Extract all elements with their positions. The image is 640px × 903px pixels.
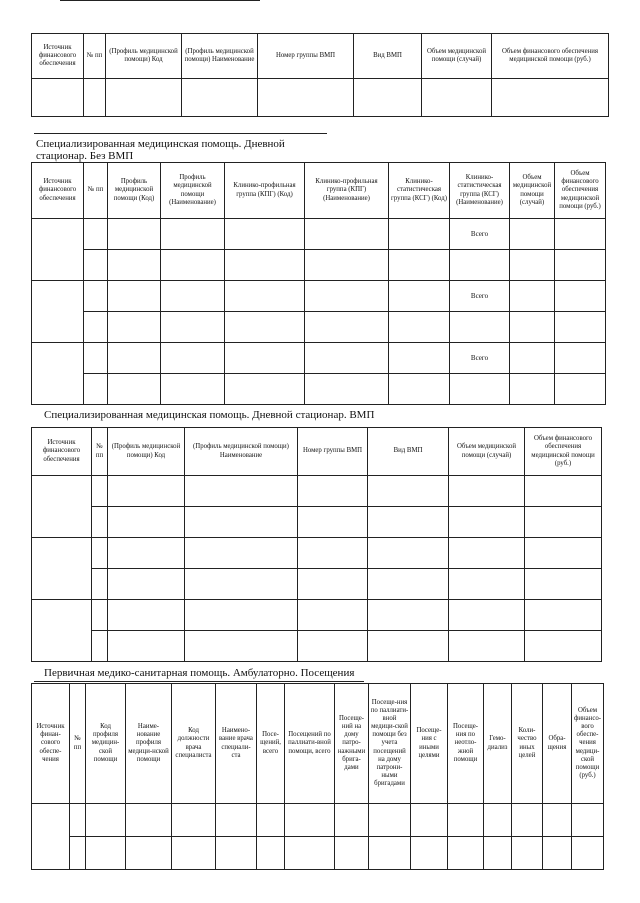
table-cell[interactable]	[185, 569, 298, 600]
table-header-row	[32, 428, 602, 476]
col-header: Посещений по паллиати-вной помощи, всего	[285, 684, 335, 804]
table-row	[32, 312, 606, 343]
col-header: Профиль медицинской помощи (Код)	[108, 163, 161, 219]
section-rule	[34, 133, 327, 134]
table-cell[interactable]	[449, 569, 525, 600]
table-cell[interactable]	[510, 374, 555, 405]
table-row	[32, 343, 606, 374]
col-header: Источник финан-сового обеспе-чения	[32, 684, 70, 804]
table-cell[interactable]	[389, 281, 450, 312]
table-cell[interactable]	[450, 250, 510, 281]
table-cell[interactable]	[86, 837, 126, 870]
col-header: Посеще-ния с иными целями	[411, 684, 448, 804]
table-cell[interactable]	[543, 804, 572, 837]
table-cell[interactable]	[525, 569, 602, 600]
col-header: Посеще-ний на дому патро-нажными брига-дами	[335, 684, 369, 804]
table-cell[interactable]	[225, 250, 305, 281]
table-cell[interactable]	[450, 312, 510, 343]
table-cell[interactable]	[161, 219, 225, 250]
table-cell[interactable]	[368, 507, 449, 538]
table-cell[interactable]	[126, 837, 172, 870]
table-cell[interactable]	[389, 250, 450, 281]
table-cell[interactable]	[305, 219, 389, 250]
table-cell[interactable]	[449, 476, 525, 507]
col-header: Профиль медицинской помощи (Наименование)	[161, 163, 225, 219]
col-header: Объем медицинской помощи (случай)	[510, 163, 555, 219]
col-header: Клинико-профильная группа (КПГ) (Наименование)	[305, 163, 389, 219]
col-header: Источник финансового обеспечения	[32, 428, 92, 476]
table-cell[interactable]	[555, 219, 606, 250]
col-header: № пп	[84, 163, 108, 219]
col-header: Посе-щений, всего	[257, 684, 285, 804]
col-header: № пп	[84, 34, 106, 79]
table-cell[interactable]	[32, 79, 84, 117]
table-cell[interactable]	[172, 837, 216, 870]
col-header: Источник финансового обеспечения	[32, 34, 84, 79]
table-cell[interactable]	[161, 250, 225, 281]
table-row	[32, 250, 606, 281]
table-cell[interactable]	[298, 631, 368, 662]
table-cell[interactable]	[92, 507, 108, 538]
table-cell[interactable]	[368, 600, 449, 631]
table-cell[interactable]	[298, 538, 368, 569]
table-row	[32, 219, 606, 250]
table-cell[interactable]	[257, 837, 285, 870]
table-cell[interactable]	[92, 538, 108, 569]
table-cell[interactable]	[335, 804, 369, 837]
table-cell[interactable]	[32, 804, 70, 870]
table-row	[32, 804, 604, 837]
table-cell[interactable]	[411, 837, 448, 870]
table-cell[interactable]	[368, 476, 449, 507]
table-row	[32, 79, 609, 117]
col-header: Клинико-статистическая группа (КСГ) (Наименование)	[450, 163, 510, 219]
table-cell[interactable]	[108, 569, 185, 600]
table-cell[interactable]	[32, 281, 84, 343]
table-cell[interactable]	[106, 79, 182, 117]
table-row	[32, 476, 602, 507]
table-cell[interactable]	[108, 631, 185, 662]
table-cell[interactable]	[84, 79, 106, 117]
table-cell[interactable]	[225, 374, 305, 405]
table-cell[interactable]	[389, 219, 450, 250]
table-cell[interactable]	[411, 804, 448, 837]
table-cell[interactable]	[555, 250, 606, 281]
table-header-row	[32, 684, 604, 804]
table-cell[interactable]	[225, 219, 305, 250]
table-primary-care-visits	[31, 683, 604, 870]
table-cell[interactable]	[84, 312, 108, 343]
table-cell[interactable]	[84, 219, 108, 250]
table-cell[interactable]	[84, 343, 108, 374]
table-cell[interactable]	[225, 281, 305, 312]
table-cell[interactable]	[305, 250, 389, 281]
col-header: Вид ВМП	[368, 428, 449, 476]
total-label: Всего	[450, 219, 510, 250]
col-header: Посеще-ния по неотло-жной помощи	[448, 684, 484, 804]
table-cell[interactable]	[185, 631, 298, 662]
col-header: (Профиль медицинской помощи) Наименование	[185, 428, 298, 476]
table-day-hospital-vmp	[31, 427, 602, 662]
table-cell[interactable]	[32, 476, 92, 538]
table-cell[interactable]	[285, 804, 335, 837]
table-cell[interactable]	[185, 476, 298, 507]
table-cell[interactable]	[84, 250, 108, 281]
table-cell[interactable]	[84, 374, 108, 405]
col-header: Посеще-ния по паллиати-вной медици-ской помощи без учета посещений на дому патрони-ными бригадами	[369, 684, 411, 804]
col-header: Номер группы ВМП	[258, 34, 354, 79]
table-cell[interactable]	[298, 507, 368, 538]
table-cell[interactable]	[389, 312, 450, 343]
table-row	[32, 631, 602, 662]
col-header: Обра-щения	[543, 684, 572, 804]
table-cell[interactable]	[108, 600, 185, 631]
table-cell[interactable]	[368, 631, 449, 662]
table-row	[32, 281, 606, 312]
table-cell[interactable]	[32, 343, 84, 405]
col-header: Гемо-диализ	[484, 684, 512, 804]
table-cell[interactable]	[525, 538, 602, 569]
table-row	[32, 374, 606, 405]
table-cell[interactable]	[368, 538, 449, 569]
table-row	[32, 538, 602, 569]
table-cell[interactable]	[510, 219, 555, 250]
table-cell[interactable]	[305, 281, 389, 312]
table-cell[interactable]	[572, 837, 604, 870]
table-cell[interactable]	[298, 569, 368, 600]
col-header: Код должности врача специалиста	[172, 684, 216, 804]
table-cell[interactable]	[510, 312, 555, 343]
col-header: Объем финансового обеспечения медицинской помощи (руб.)	[555, 163, 606, 219]
table-cell[interactable]	[92, 600, 108, 631]
table-cell[interactable]	[525, 631, 602, 662]
table-cell[interactable]	[257, 804, 285, 837]
table-cell[interactable]	[525, 600, 602, 631]
table-cell[interactable]	[555, 374, 606, 405]
table-cell[interactable]	[305, 312, 389, 343]
table-cell[interactable]	[108, 312, 161, 343]
table-cell[interactable]	[161, 312, 225, 343]
section-title: Специализированная медицинская помощь. Дневной стационар. ВМП	[44, 409, 375, 421]
table-cell[interactable]	[448, 837, 484, 870]
table-cell[interactable]	[305, 343, 389, 374]
table-cell[interactable]	[389, 374, 450, 405]
table-cell[interactable]	[525, 476, 602, 507]
table-cell[interactable]	[161, 343, 225, 374]
table-cell[interactable]	[172, 804, 216, 837]
col-header: Код профиля медицин-ской помощи	[86, 684, 126, 804]
table-cell[interactable]	[555, 343, 606, 374]
col-header: Объем медицинской помощи (случай)	[449, 428, 525, 476]
table-row	[32, 507, 602, 538]
table-cell[interactable]	[185, 507, 298, 538]
col-header: Номер группы ВМП	[298, 428, 368, 476]
table-row	[32, 837, 604, 870]
table-cell[interactable]	[285, 837, 335, 870]
table-cell[interactable]	[108, 538, 185, 569]
table-cell[interactable]	[305, 374, 389, 405]
table-cell[interactable]	[108, 343, 161, 374]
table-cell[interactable]	[32, 219, 84, 281]
total-label: Всего	[450, 281, 510, 312]
col-header: Клинико-статистическая группа (КСГ) (Код)	[389, 163, 450, 219]
table-cell[interactable]	[449, 507, 525, 538]
table-cell[interactable]	[108, 507, 185, 538]
table-cell[interactable]	[449, 631, 525, 662]
section-title: Первичная медико-санитарная помощь. Амбулаторно. Посещения	[44, 667, 355, 679]
table-header-row	[32, 163, 606, 219]
table-cell[interactable]	[510, 281, 555, 312]
table-cell[interactable]	[84, 281, 108, 312]
table-cell[interactable]	[354, 79, 422, 117]
table-cell[interactable]	[389, 343, 450, 374]
table-cell[interactable]	[70, 804, 86, 837]
table-cell[interactable]	[225, 312, 305, 343]
table-header-row	[32, 34, 609, 79]
table-cell[interactable]	[512, 837, 543, 870]
table-cell[interactable]	[449, 600, 525, 631]
table-cell[interactable]	[86, 804, 126, 837]
col-header: Источник финансового обеспечения	[32, 163, 84, 219]
table-cell[interactable]	[108, 374, 161, 405]
table-cell[interactable]	[92, 476, 108, 507]
table-cell[interactable]	[512, 804, 543, 837]
table-cell[interactable]	[572, 804, 604, 837]
table-cell[interactable]	[369, 837, 411, 870]
table-cell[interactable]	[368, 569, 449, 600]
table-cell[interactable]	[492, 79, 609, 117]
col-header: Наимено-вание врача специали-ста	[216, 684, 257, 804]
table-cell[interactable]	[510, 343, 555, 374]
col-header: Объем финансового обеспечения медицинской помощи (руб.)	[525, 428, 602, 476]
table-row	[32, 600, 602, 631]
table-cell[interactable]	[92, 569, 108, 600]
table-cell[interactable]	[555, 312, 606, 343]
table-cell[interactable]	[448, 804, 484, 837]
table-cell[interactable]	[161, 374, 225, 405]
table-cell[interactable]	[32, 600, 92, 662]
col-header: (Профиль медицинской помощи) Код	[106, 34, 182, 79]
col-header: (Профиль медицинской помощи) Наименование	[182, 34, 258, 79]
table-cell[interactable]	[449, 538, 525, 569]
table-cell[interactable]	[216, 837, 257, 870]
table-cell[interactable]	[484, 837, 512, 870]
col-header: (Профиль медицинской помощи) Код	[108, 428, 185, 476]
section-rule	[34, 681, 364, 682]
table-cell[interactable]	[369, 804, 411, 837]
table-cell[interactable]	[108, 281, 161, 312]
table-cell[interactable]	[108, 219, 161, 250]
table-cell[interactable]	[182, 79, 258, 117]
col-header: Объем финансового обеспечения медицинской помощи (руб.)	[492, 34, 609, 79]
top-edge-rule	[60, 0, 260, 1]
table-cell[interactable]	[258, 79, 354, 117]
col-header: № пп	[70, 684, 86, 804]
table-cell[interactable]	[70, 837, 86, 870]
table-cell[interactable]	[555, 281, 606, 312]
col-header: Коли-чество иных целей	[512, 684, 543, 804]
table-cell[interactable]	[92, 631, 108, 662]
table-cell[interactable]	[126, 804, 172, 837]
table-cell[interactable]	[422, 79, 492, 117]
table-cell[interactable]	[298, 600, 368, 631]
col-header: Клинико-профильная группа (КПГ) (Код)	[225, 163, 305, 219]
table-day-hospital-no-vmp	[31, 162, 606, 405]
table-cell[interactable]	[335, 837, 369, 870]
table-vmp-top	[31, 33, 609, 117]
table-cell[interactable]	[216, 804, 257, 837]
table-cell[interactable]	[225, 343, 305, 374]
table-cell[interactable]	[510, 250, 555, 281]
col-header: Наиме-нование профиля медици-нской помощи	[126, 684, 172, 804]
section-title: Специализированная медицинская помощь. Дневной	[36, 138, 285, 150]
table-cell[interactable]	[543, 837, 572, 870]
section-title: стационар. Без ВМП	[36, 150, 134, 162]
table-cell[interactable]	[108, 250, 161, 281]
table-cell[interactable]	[185, 538, 298, 569]
table-row	[32, 569, 602, 600]
table-cell[interactable]	[185, 600, 298, 631]
table-cell[interactable]	[108, 476, 185, 507]
table-cell[interactable]	[525, 507, 602, 538]
table-cell[interactable]	[484, 804, 512, 837]
table-cell[interactable]	[450, 374, 510, 405]
col-header: № пп	[92, 428, 108, 476]
table-cell[interactable]	[161, 281, 225, 312]
total-label: Всего	[450, 343, 510, 374]
table-cell[interactable]	[32, 538, 92, 600]
col-header: Вид ВМП	[354, 34, 422, 79]
col-header: Объем финансо-вого обеспе-чения медици-ской помощи (руб.)	[572, 684, 604, 804]
col-header: Объем медицинской помощи (случай)	[422, 34, 492, 79]
table-cell[interactable]	[298, 476, 368, 507]
